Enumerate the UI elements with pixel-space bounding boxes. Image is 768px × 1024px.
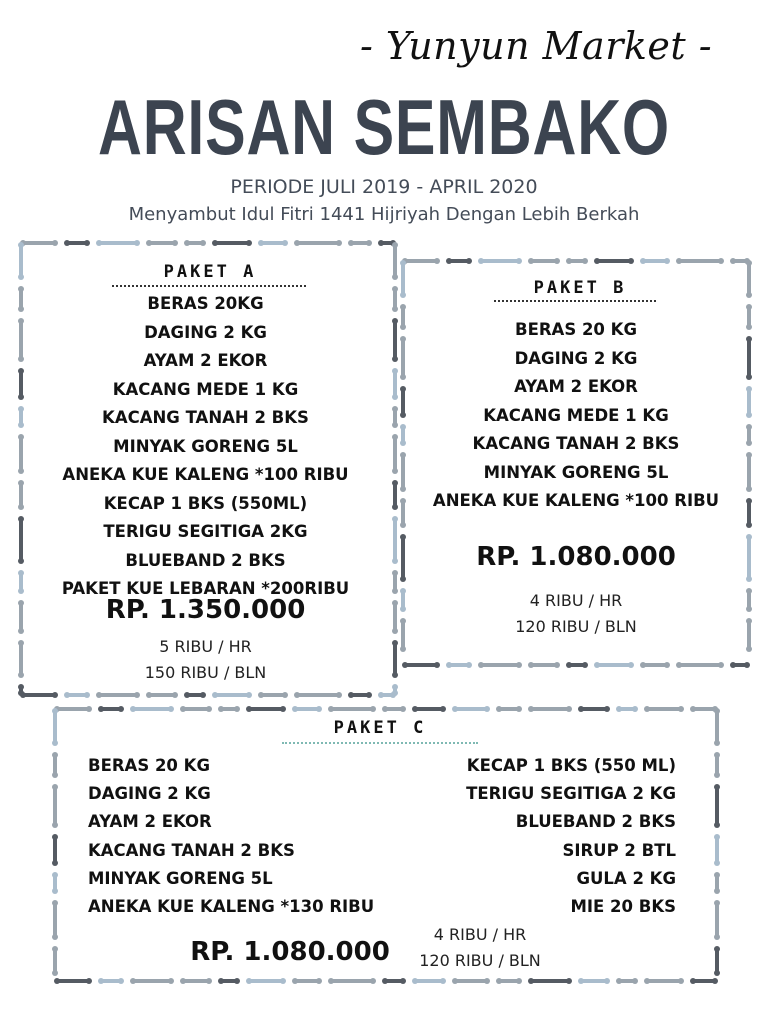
bone-icon	[132, 979, 172, 983]
paket-b-item-list	[412, 316, 740, 516]
bone-icon	[182, 707, 210, 711]
bone-icon	[214, 693, 250, 697]
paket-a-item: DAGING 2 KG	[144, 322, 267, 342]
paket-c-right-item: KECAP 1 BKS (550 ML)	[466, 756, 676, 775]
bone-icon	[19, 370, 23, 398]
bone-icon	[66, 693, 88, 697]
border-line	[52, 978, 720, 984]
bone-icon	[19, 482, 23, 508]
bone-icon	[393, 288, 397, 310]
bone-icon	[393, 572, 397, 592]
border-line	[52, 706, 720, 712]
paket-a-divider	[112, 285, 306, 287]
bone-icon	[393, 244, 397, 278]
paket-c-item-list-right	[400, 752, 676, 921]
paket-c-left-item: DAGING 2 KG	[88, 784, 211, 804]
bone-icon	[715, 874, 719, 892]
bone-icon	[19, 518, 23, 562]
paket-c-left-item: MINYAK GORENG 5L	[88, 868, 273, 888]
bone-icon	[100, 707, 122, 711]
bone-icon	[747, 590, 751, 610]
paket-a-item: KACANG TANAH 2 BKS	[102, 408, 309, 427]
paket-c-item-list-left	[88, 752, 418, 921]
bone-icon	[214, 241, 250, 245]
border-line	[746, 258, 752, 668]
paket-c-right-item: MIE 20 BKS	[570, 897, 676, 917]
paket-a-title: PAKET A	[163, 262, 257, 282]
paket-a-price: RP. 1.350.000	[105, 595, 306, 625]
bone-icon	[580, 979, 608, 983]
bone-icon	[56, 707, 90, 711]
bone-icon	[401, 454, 405, 490]
paket-c-daily: 4 RIBU / HR	[433, 925, 527, 944]
border-line	[400, 662, 752, 668]
bone-icon	[715, 786, 719, 826]
bone-icon	[98, 241, 138, 245]
bone-icon	[480, 259, 520, 263]
bone-icon	[530, 707, 570, 711]
paket-b-divider	[494, 300, 656, 302]
bone-icon	[678, 259, 722, 263]
bone-icon	[248, 979, 284, 983]
paket-c-left-item: AYAM 2 EKOR	[88, 812, 212, 832]
bone-icon	[692, 979, 716, 983]
bone-icon	[715, 836, 719, 864]
border-line	[400, 258, 406, 668]
bone-icon	[646, 707, 682, 711]
paket-b-item: KACANG TANAH 2 BKS	[472, 434, 680, 453]
bone-icon	[401, 388, 405, 416]
paket-c-left-item: KACANG TANAH 2 BKS	[88, 840, 295, 860]
bone-icon	[22, 241, 56, 245]
bone-icon	[747, 338, 751, 378]
bone-icon	[19, 572, 23, 592]
bone-icon	[401, 590, 405, 610]
bone-icon	[182, 979, 210, 983]
bone-icon	[100, 979, 122, 983]
bone-icon	[393, 686, 397, 694]
paket-a-daily: 5 RIBU / HR	[159, 637, 252, 656]
bone-icon	[642, 663, 668, 667]
bone-icon	[747, 262, 751, 296]
bone-icon	[98, 693, 138, 697]
bone-icon	[580, 707, 608, 711]
bone-icon	[393, 602, 397, 632]
bone-icon	[53, 836, 57, 864]
bone-icon	[393, 518, 397, 562]
paket-b-item: AYAM 2 EKOR	[514, 377, 638, 396]
bone-icon	[148, 241, 176, 245]
bone-icon	[401, 536, 405, 580]
bone-icon	[715, 754, 719, 776]
bone-icon	[350, 241, 370, 245]
bone-icon	[53, 754, 57, 776]
border-line	[714, 706, 720, 984]
paket-a-item: BLUEBAND 2 BKS	[125, 550, 286, 570]
bone-icon	[66, 241, 88, 245]
bone-icon	[248, 707, 284, 711]
paket-a-installments	[28, 634, 383, 686]
bone-icon	[260, 241, 286, 245]
bone-icon	[19, 436, 23, 472]
bone-icon	[53, 874, 57, 892]
bone-icon	[404, 663, 438, 667]
paket-b-item: DAGING 2 KG	[514, 348, 638, 368]
bone-icon	[596, 259, 632, 263]
bone-icon	[568, 259, 586, 263]
bone-icon	[19, 288, 23, 310]
bone-icon	[401, 306, 405, 328]
bone-icon	[401, 426, 405, 444]
bone-icon	[19, 686, 23, 694]
bone-icon	[186, 241, 204, 245]
bone-icon	[715, 948, 719, 974]
bone-icon	[148, 693, 176, 697]
paket-c-divider	[282, 742, 478, 744]
paket-b-item: KACANG MEDE 1 KG	[483, 405, 669, 425]
bone-icon	[393, 436, 397, 472]
bone-icon	[296, 693, 340, 697]
bone-icon	[260, 693, 286, 697]
bone-icon	[393, 642, 397, 676]
paket-a-item: KECAP 1 BKS (550ML)	[103, 493, 308, 513]
border-line	[18, 692, 398, 698]
bone-icon	[393, 320, 397, 360]
bone-icon	[294, 707, 320, 711]
bone-icon	[19, 642, 23, 676]
paket-a-item: TERIGU SEGITIGA 2KG	[103, 522, 308, 541]
paket-c-monthly: 120 RIBU / BLN	[419, 951, 541, 970]
bone-icon	[448, 259, 470, 263]
bone-icon	[19, 408, 23, 426]
paket-c-right-item: GULA 2 KG	[576, 868, 676, 888]
bone-icon	[53, 786, 57, 826]
paket-c-right-item: SIRUP 2 BTL	[562, 840, 676, 860]
bone-icon	[530, 259, 558, 263]
border-line	[392, 240, 398, 698]
paket-b-daily: 4 RIBU / HR	[529, 591, 623, 610]
bone-icon	[747, 388, 751, 416]
paket-c-title: PAKET C	[333, 718, 427, 738]
tagline-text: Menyambut Idul Fitri 1441 Hijriyah Dengan Lebih Berkah	[128, 204, 640, 225]
border-line	[18, 240, 24, 698]
paket-b-monthly: 120 RIBU / BLN	[515, 617, 637, 636]
bone-icon	[568, 663, 586, 667]
bone-icon	[19, 244, 23, 278]
bone-icon	[393, 408, 397, 426]
paket-a-item: PAKET KUE LEBARAN *200RIBU	[61, 579, 350, 598]
paket-a-item: MINYAK GORENG 5L	[113, 436, 298, 456]
brand-name: - Yunyun Market -	[360, 24, 713, 68]
bone-icon	[53, 902, 57, 938]
paket-c-price: RP. 1.080.000	[190, 937, 390, 967]
bone-icon	[448, 663, 470, 667]
bone-icon	[220, 979, 238, 983]
border-line	[52, 706, 58, 984]
bone-icon	[294, 979, 320, 983]
bone-icon	[498, 979, 520, 983]
bone-icon	[350, 693, 370, 697]
bone-icon	[715, 710, 719, 744]
bone-icon	[747, 454, 751, 490]
bone-icon	[596, 663, 632, 667]
bone-icon	[642, 259, 668, 263]
paket-c-left-item: ANEKA KUE KALENG *130 RIBU	[88, 897, 375, 917]
bone-icon	[618, 707, 636, 711]
paket-b-installments	[412, 588, 740, 640]
paket-a-item: KACANG MEDE 1 KG	[112, 379, 299, 399]
bone-icon	[401, 262, 405, 296]
paket-a-item: BERAS 20KG	[147, 294, 264, 313]
bone-icon	[747, 536, 751, 580]
paket-b-item: BERAS 20 KG	[515, 320, 637, 339]
bone-icon	[393, 482, 397, 508]
paket-a-item: ANEKA KUE KALENG *100 RIBU	[62, 465, 349, 484]
bone-icon	[618, 979, 636, 983]
page-title: ARISAN SEMBAKO	[97, 83, 671, 171]
bone-icon	[330, 979, 374, 983]
bone-icon	[454, 707, 488, 711]
bone-icon	[480, 663, 520, 667]
border-line	[18, 240, 398, 246]
bone-icon	[747, 426, 751, 444]
bone-icon	[414, 707, 444, 711]
bone-icon	[530, 979, 570, 983]
paket-a-item: AYAM 2 EKOR	[143, 351, 268, 370]
paket-a-monthly: 150 RIBU / BLN	[144, 663, 267, 682]
bone-icon	[404, 259, 438, 263]
paket-b-title: PAKET B	[533, 278, 627, 298]
bone-icon	[401, 338, 405, 378]
bone-icon	[393, 370, 397, 398]
paket-b-item: MINYAK GORENG 5L	[483, 462, 669, 482]
bone-icon	[747, 500, 751, 526]
bone-icon	[384, 979, 404, 983]
bone-icon	[53, 948, 57, 974]
bone-icon	[747, 306, 751, 328]
bone-icon	[132, 707, 172, 711]
paket-c-installments	[405, 922, 555, 974]
paket-c-right-item: BLUEBAND 2 BKS	[515, 812, 676, 832]
bone-icon	[186, 693, 204, 697]
bone-icon	[330, 707, 374, 711]
border-line	[400, 258, 752, 264]
bone-icon	[715, 902, 719, 938]
paket-c-right-item: TERIGU SEGITIGA 2 KG	[466, 784, 676, 804]
bone-icon	[19, 602, 23, 632]
bone-icon	[296, 241, 340, 245]
bone-icon	[384, 707, 404, 711]
bone-icon	[401, 620, 405, 650]
bone-icon	[530, 663, 558, 667]
bone-icon	[414, 979, 444, 983]
paket-b-price: RP. 1.080.000	[476, 542, 676, 572]
bone-icon	[220, 707, 238, 711]
bone-icon	[498, 707, 520, 711]
period-text: PERIODE JULI 2019 - APRIL 2020	[230, 176, 538, 198]
bone-icon	[646, 979, 682, 983]
bone-icon	[56, 979, 90, 983]
bone-icon	[678, 663, 722, 667]
bone-icon	[22, 693, 56, 697]
bone-icon	[19, 320, 23, 360]
paket-a-item-list	[28, 290, 383, 604]
bone-icon	[747, 620, 751, 650]
bone-icon	[454, 979, 488, 983]
bone-icon	[53, 710, 57, 744]
paket-b-item: ANEKA KUE KALENG *100 RIBU	[432, 491, 720, 510]
bone-icon	[692, 707, 716, 711]
bone-icon	[401, 500, 405, 526]
paket-c-left-item: BERAS 20 KG	[88, 756, 210, 775]
